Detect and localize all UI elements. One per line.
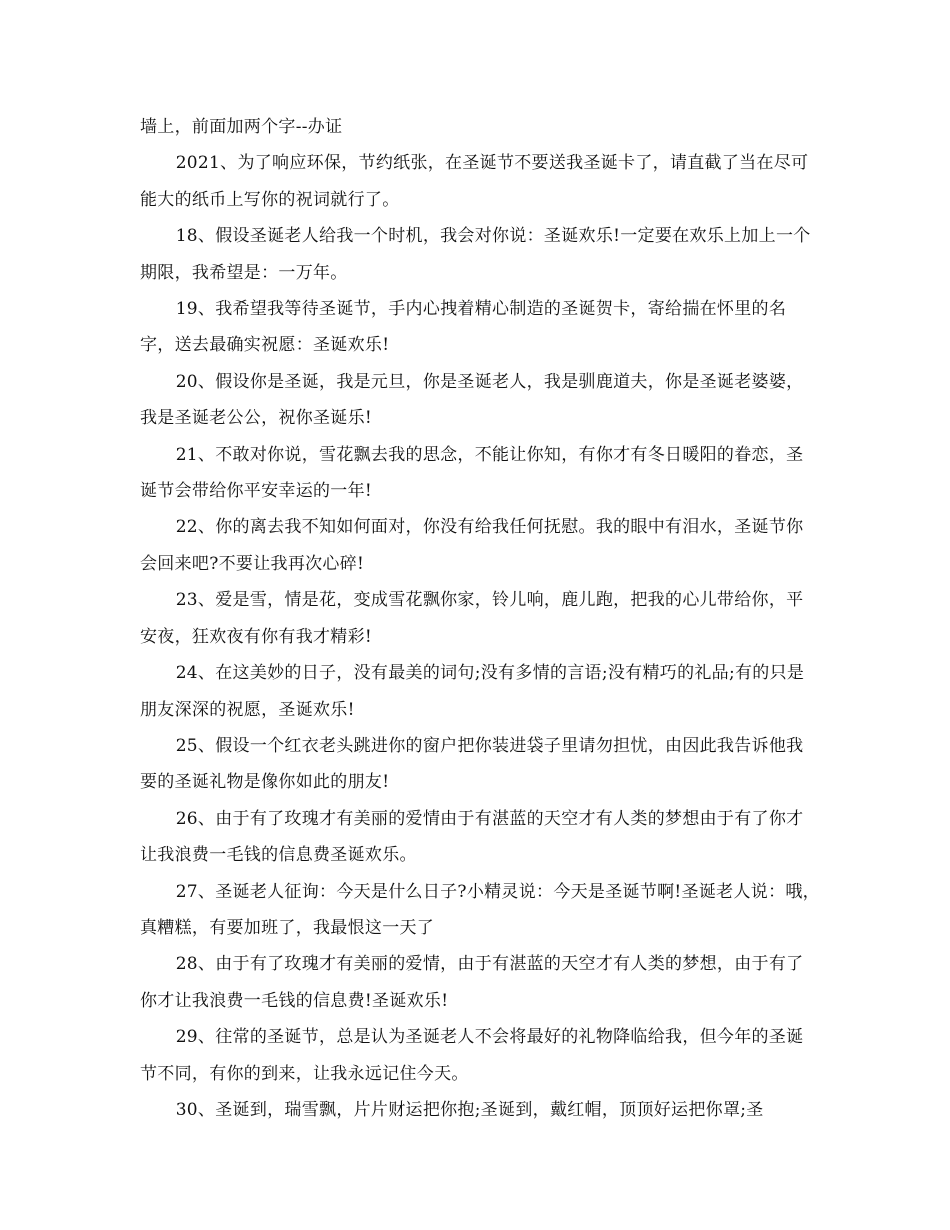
paragraph-30: 30、圣诞到，瑞雪飘，片片财运把你抱;圣诞到，戴红帽，顶顶好运把你罩;圣 — [175, 1099, 764, 1120]
paragraph-26: 26、由于有了玫瑰才有美丽的爱情由于有湛蓝的天空才有人类的梦想由于有了你才让我浪费一毛钱的信息费圣诞欢乐。 — [140, 808, 804, 866]
paragraph-27: 27、圣诞老人征询：今天是什么日子?小精灵说：今天是圣诞节啊!圣诞老人说：哦，真糟糕，有要加班了，我最恨这一天了 — [140, 881, 820, 938]
paragraph-28: 28、由于有了玫瑰才有美丽的爱情，由于有湛蓝的天空才有人类的梦想，由于有了你才让我浪费一毛钱的信息费!圣诞欢乐! — [140, 954, 804, 1011]
paragraph-22: 22、你的离去我不知如何面对，你没有给我任何抚慰。我的眼中有泪水，圣诞节你会回来吧?不要让我再次心碎! — [140, 517, 804, 574]
paragraph-21: 21、不敢对你说，雪花飘去我的思念，不能让你知，有你才有冬日暖阳的眷恋，圣诞节会带给你平安幸运的一年! — [140, 444, 804, 502]
paragraph-25: 25、假设一个红衣老头跳进你的窗户把你装进袋子里请勿担忧，由因此我告诉他我要的圣诞礼物是像你如此的朋友! — [140, 735, 804, 793]
paragraph-23: 23、爱是雪，情是花，变成雪花飘你家，铃儿响，鹿儿跑，把我的心儿带给你，平安夜，狂欢夜有你有我才精彩! — [140, 590, 804, 647]
paragraph-24: 24、在这美妙的日子，没有最美的词句;没有多情的言语;没有精巧的礼品;有的只是朋友深深的祝愿，圣诞欢乐! — [140, 663, 805, 720]
paragraph-2021: 2021、为了响应环保，节约纸张，在圣诞节不要送我圣诞卡了，请直截了当在尽可能大的纸币上写你的祝词就行了。 — [140, 153, 809, 210]
paragraph-18: 18、假设圣诞老人给我一个时机，我会对你说：圣诞欢乐!一定要在欢乐上加上一个期限，我希望是：一万年。 — [140, 226, 811, 283]
paragraph-19: 19、我希望我等待圣诞节，手内心拽着精心制造的圣诞贺卡，寄给揣在怀里的名字，送去最确实祝愿：圣诞欢乐! — [140, 299, 787, 356]
paragraph-continuation: 墙上，前面加两个字--办证 — [140, 117, 343, 137]
paragraph-20: 20、假设你是圣诞，我是元旦，你是圣诞老人，我是驯鹿道夫，你是圣诞老婆婆，我是圣诞老公公，祝你圣诞乐! — [140, 371, 804, 429]
paragraph-29: 29、往常的圣诞节，总是认为圣诞老人不会将最好的礼物降临给我，但今年的圣诞节不同，有你的到来，让我永远记住今天。 — [140, 1027, 804, 1084]
document-page — [140, 109, 820, 1128]
